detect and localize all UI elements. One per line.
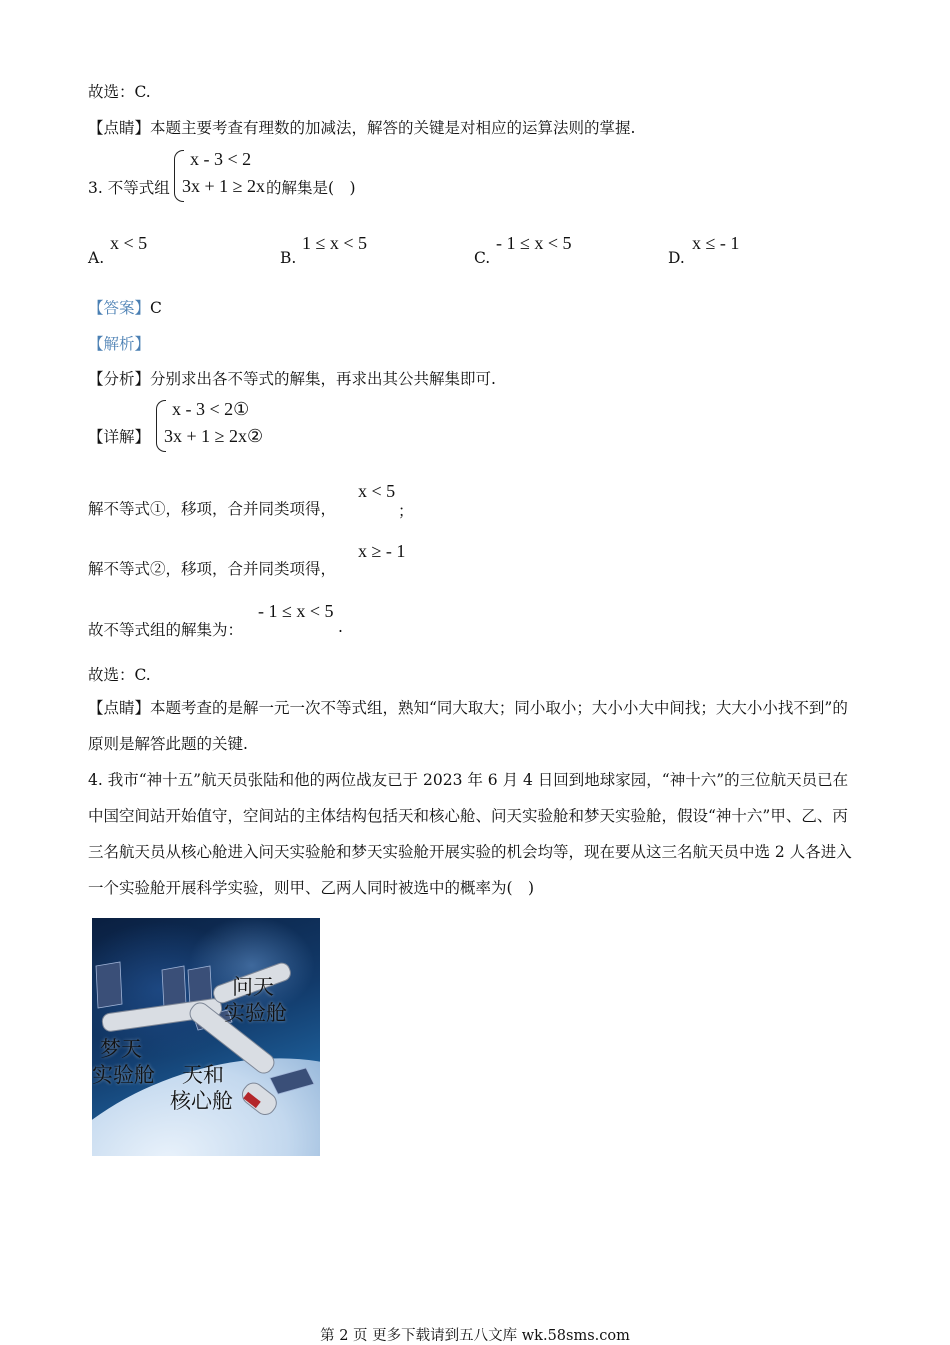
- q3-fenxi: 【分析】分别求出各不等式的解集，再求出其公共解集即可.: [88, 370, 496, 388]
- comment-line-prev: 【点睛】本题主要考查有理数的加减法，解答的关键是对相应的运算法则的掌握.: [88, 119, 636, 137]
- q3-stem-prefix: 3. 不等式组: [88, 179, 170, 197]
- step1-expr: x < 5: [358, 481, 396, 501]
- q3-option-a-expr: x < 5: [110, 233, 148, 253]
- label-wentian-2: 实验舱: [224, 1001, 287, 1025]
- q3-option-b-expr: 1 ≤ x < 5: [302, 233, 368, 253]
- label-wentian-1: 问天: [232, 975, 274, 999]
- answer-tag: 【答案】: [88, 299, 151, 317]
- step3-end: .: [338, 618, 343, 636]
- step2-text: 解不等式②，移项，合并同类项得，: [88, 560, 337, 578]
- q3-option-d-letter: D.: [668, 249, 685, 267]
- choose-line-prev: 故选：C.: [88, 83, 151, 101]
- step1-text: 解不等式①，移项，合并同类项得，: [88, 500, 337, 518]
- q3-comment: 【点睛】本题考查的是解一元一次不等式组，熟知“同大取大；同小取小；大小小大中间找；大大小小找不到”的原则是解答此题的关键.: [88, 699, 848, 753]
- step3-expr: - 1 ≤ x < 5: [258, 601, 334, 621]
- q3-stem-suffix: 的解集是( ): [266, 179, 356, 197]
- step3-text: 故不等式组的解集为：: [88, 621, 244, 639]
- q3-choose: 故选：C.: [88, 666, 151, 684]
- space-station-image: [92, 918, 320, 1156]
- label-mengtian-1: 梦天: [100, 1037, 142, 1061]
- q3-option-a-letter: A.: [88, 249, 105, 267]
- q3-answer: [88, 296, 162, 318]
- analysis-tag: 【解析】: [88, 335, 151, 353]
- label-tianhe-2: 核心舱: [170, 1089, 233, 1113]
- step2-expr: x ≥ - 1: [358, 541, 406, 561]
- step1-end: ；: [398, 502, 414, 520]
- q3-option-c-letter: C.: [474, 249, 491, 267]
- q3-option-d-expr: x ≤ - 1: [692, 233, 740, 253]
- q3-system-line2: 3x + 1 ≥ 2x: [182, 176, 266, 196]
- q3-system-line1: x - 3 < 2: [190, 149, 252, 169]
- label-tianhe-1: 天和: [182, 1063, 224, 1087]
- label-mengtian-2: 实验舱: [92, 1063, 155, 1087]
- detail-line2: 3x + 1 ≥ 2x②: [164, 426, 264, 446]
- detail-line1: x - 3 < 2①: [172, 399, 250, 419]
- detail-tag: 【详解】: [88, 428, 151, 446]
- page-footer: 第 2 页 更多下载请到五八文库 wk.58sms.com: [320, 1328, 630, 1344]
- q3-option-c-expr: - 1 ≤ x < 5: [496, 233, 572, 253]
- q4-stem: 4. 我市“神十五”航天员张陆和他的两位战友已于 2023 年 6 月 4 日回到地球家园，“神十六”的三位航天员已在中国空间站开始值守，空间站的主体结构包括天和核心舱、问天实验舱和梦天实验舱，假设“神十六”甲、乙、丙三名航天员从核心舱进入问天实验舱和梦天实验舱开展实验的机会均等，现在要从这三名航天员中选 2 人各进入一个实验舱开展科学实验，则甲、乙两人同时被选中的概率为( ): [88, 771, 852, 897]
- answer-value: C: [150, 299, 162, 317]
- q3-option-b-letter: B.: [280, 249, 297, 267]
